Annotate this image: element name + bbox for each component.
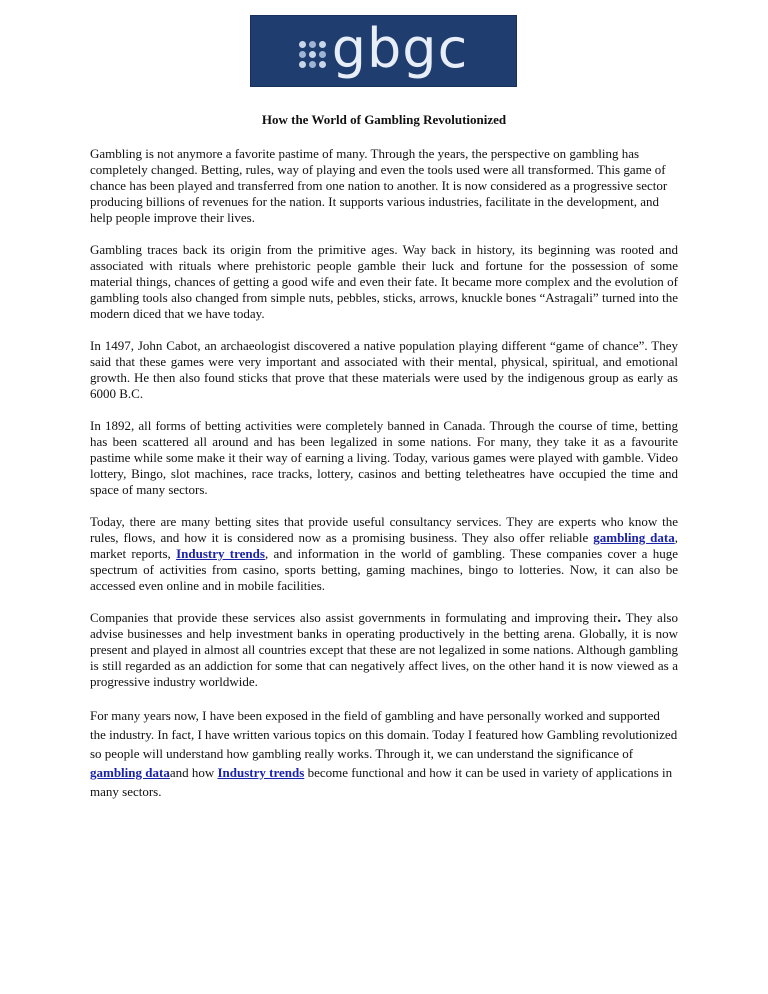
- gbgc-logo: [250, 15, 517, 87]
- paragraph-5-text-3: , and information in the world of gambling. These companies cover a huge spectrum of activities from casino, sports betting, gaming machines, bingo to lotteries. Now, it can also be accessed even online and in mobile facilities.: [90, 546, 678, 593]
- paragraph-5-text-2: , market reports,: [90, 530, 678, 561]
- paragraph-6-dot: .: [617, 610, 622, 626]
- paragraph-7-text-2: and how: [169, 765, 218, 780]
- paragraph-5-text-1: Today, there are many betting sites that provide useful consultancy services. They are experts who know the rules, flows, and how it is considered now as a promising business. They also offer reliable: [90, 514, 678, 545]
- industry-trends-link-2[interactable]: Industry trends: [217, 765, 305, 780]
- logo-dots-icon: [299, 41, 326, 68]
- paragraph-6-text-1: Companies that provide these services also assist governments in formulating and improving their: [90, 610, 618, 625]
- industry-trends-link[interactable]: Industry trends: [176, 546, 265, 561]
- logo-text: gbgc: [331, 17, 469, 80]
- paragraph-3: In 1497, John Cabot, an archaeologist discovered a native population playing different “game of chance”. They said that these games were very important and associated with their mental, physical, spiritual, and emotional growth. He then also found sticks that prove that these materials were used by the indigenous group as early as 6000 B.C.: [90, 338, 678, 401]
- paragraph-2: Gambling traces back its origin from the primitive ages. Way back in history, its beginning was rooted and associated with rituals where prehistoric people gamble their luck and fortune for the possession of some material things, chances of getting a good wife and even their fate. It became more complex and the evolution of gambling tools also changed from simple nuts, pebbles, sticks, arrows, knuckle bones “Astragali” turned into the modern diced that we have today.: [90, 242, 678, 321]
- paragraph-6: [90, 610, 678, 690]
- document-body: [90, 146, 678, 817]
- gambling-data-link[interactable]: gambling data: [593, 530, 675, 545]
- paragraph-5: [90, 514, 678, 594]
- paragraph-7-text-3: become functional and how it can be used in variety of applications in many sectors.: [90, 765, 673, 799]
- paragraph-4: In 1892, all forms of betting activities were completely banned in Canada. Through the course of time, betting has been scattered all around and has been legalized in some nations. For many, they take it as a favourite pastime while some make it their way of earning a living. Today, various games were played with gamble. Video lottery, Bingo, slot machines, race tracks, lottery, casinos and betting teletheatres have occupied the time and space of many sectors.: [90, 418, 678, 497]
- paragraph-6-text-2: They also advise businesses and help investment banks in operating productively in the betting arena. Globally, it is now present and played in almost all countries except that these are not legalized in some nations. Although gambling is still regarded as an addiction for some that can negatively affect lives, on the other hand it is now viewed as a progressive industry worldwide.: [90, 610, 678, 689]
- document-title: How the World of Gambling Revolutionized: [261, 112, 507, 127]
- paragraph-7-text-1: For many years now, I have been exposed in the field of gambling and have personally worked and supported the industry. In fact, I have written various topics on this domain. Today I featured how Gambling revolutionized so people will understand how gambling really works. Through it, we can understand the significance of: [90, 708, 678, 761]
- paragraph-7: [90, 706, 678, 801]
- gambling-data-link-2[interactable]: gambling data: [90, 765, 170, 780]
- paragraph-1: Gambling is not anymore a favorite pastime of many. Through the years, the perspective on gambling has completely changed. Betting, rules, way of playing and even the tools used were all transformed. This game of chance has been played and transferred from one nation to another. It is now considered as a progressive sector producing billions of revenues for the nation. It supports various industries, facilitate in the development, and help people improve their lives.: [90, 146, 668, 225]
